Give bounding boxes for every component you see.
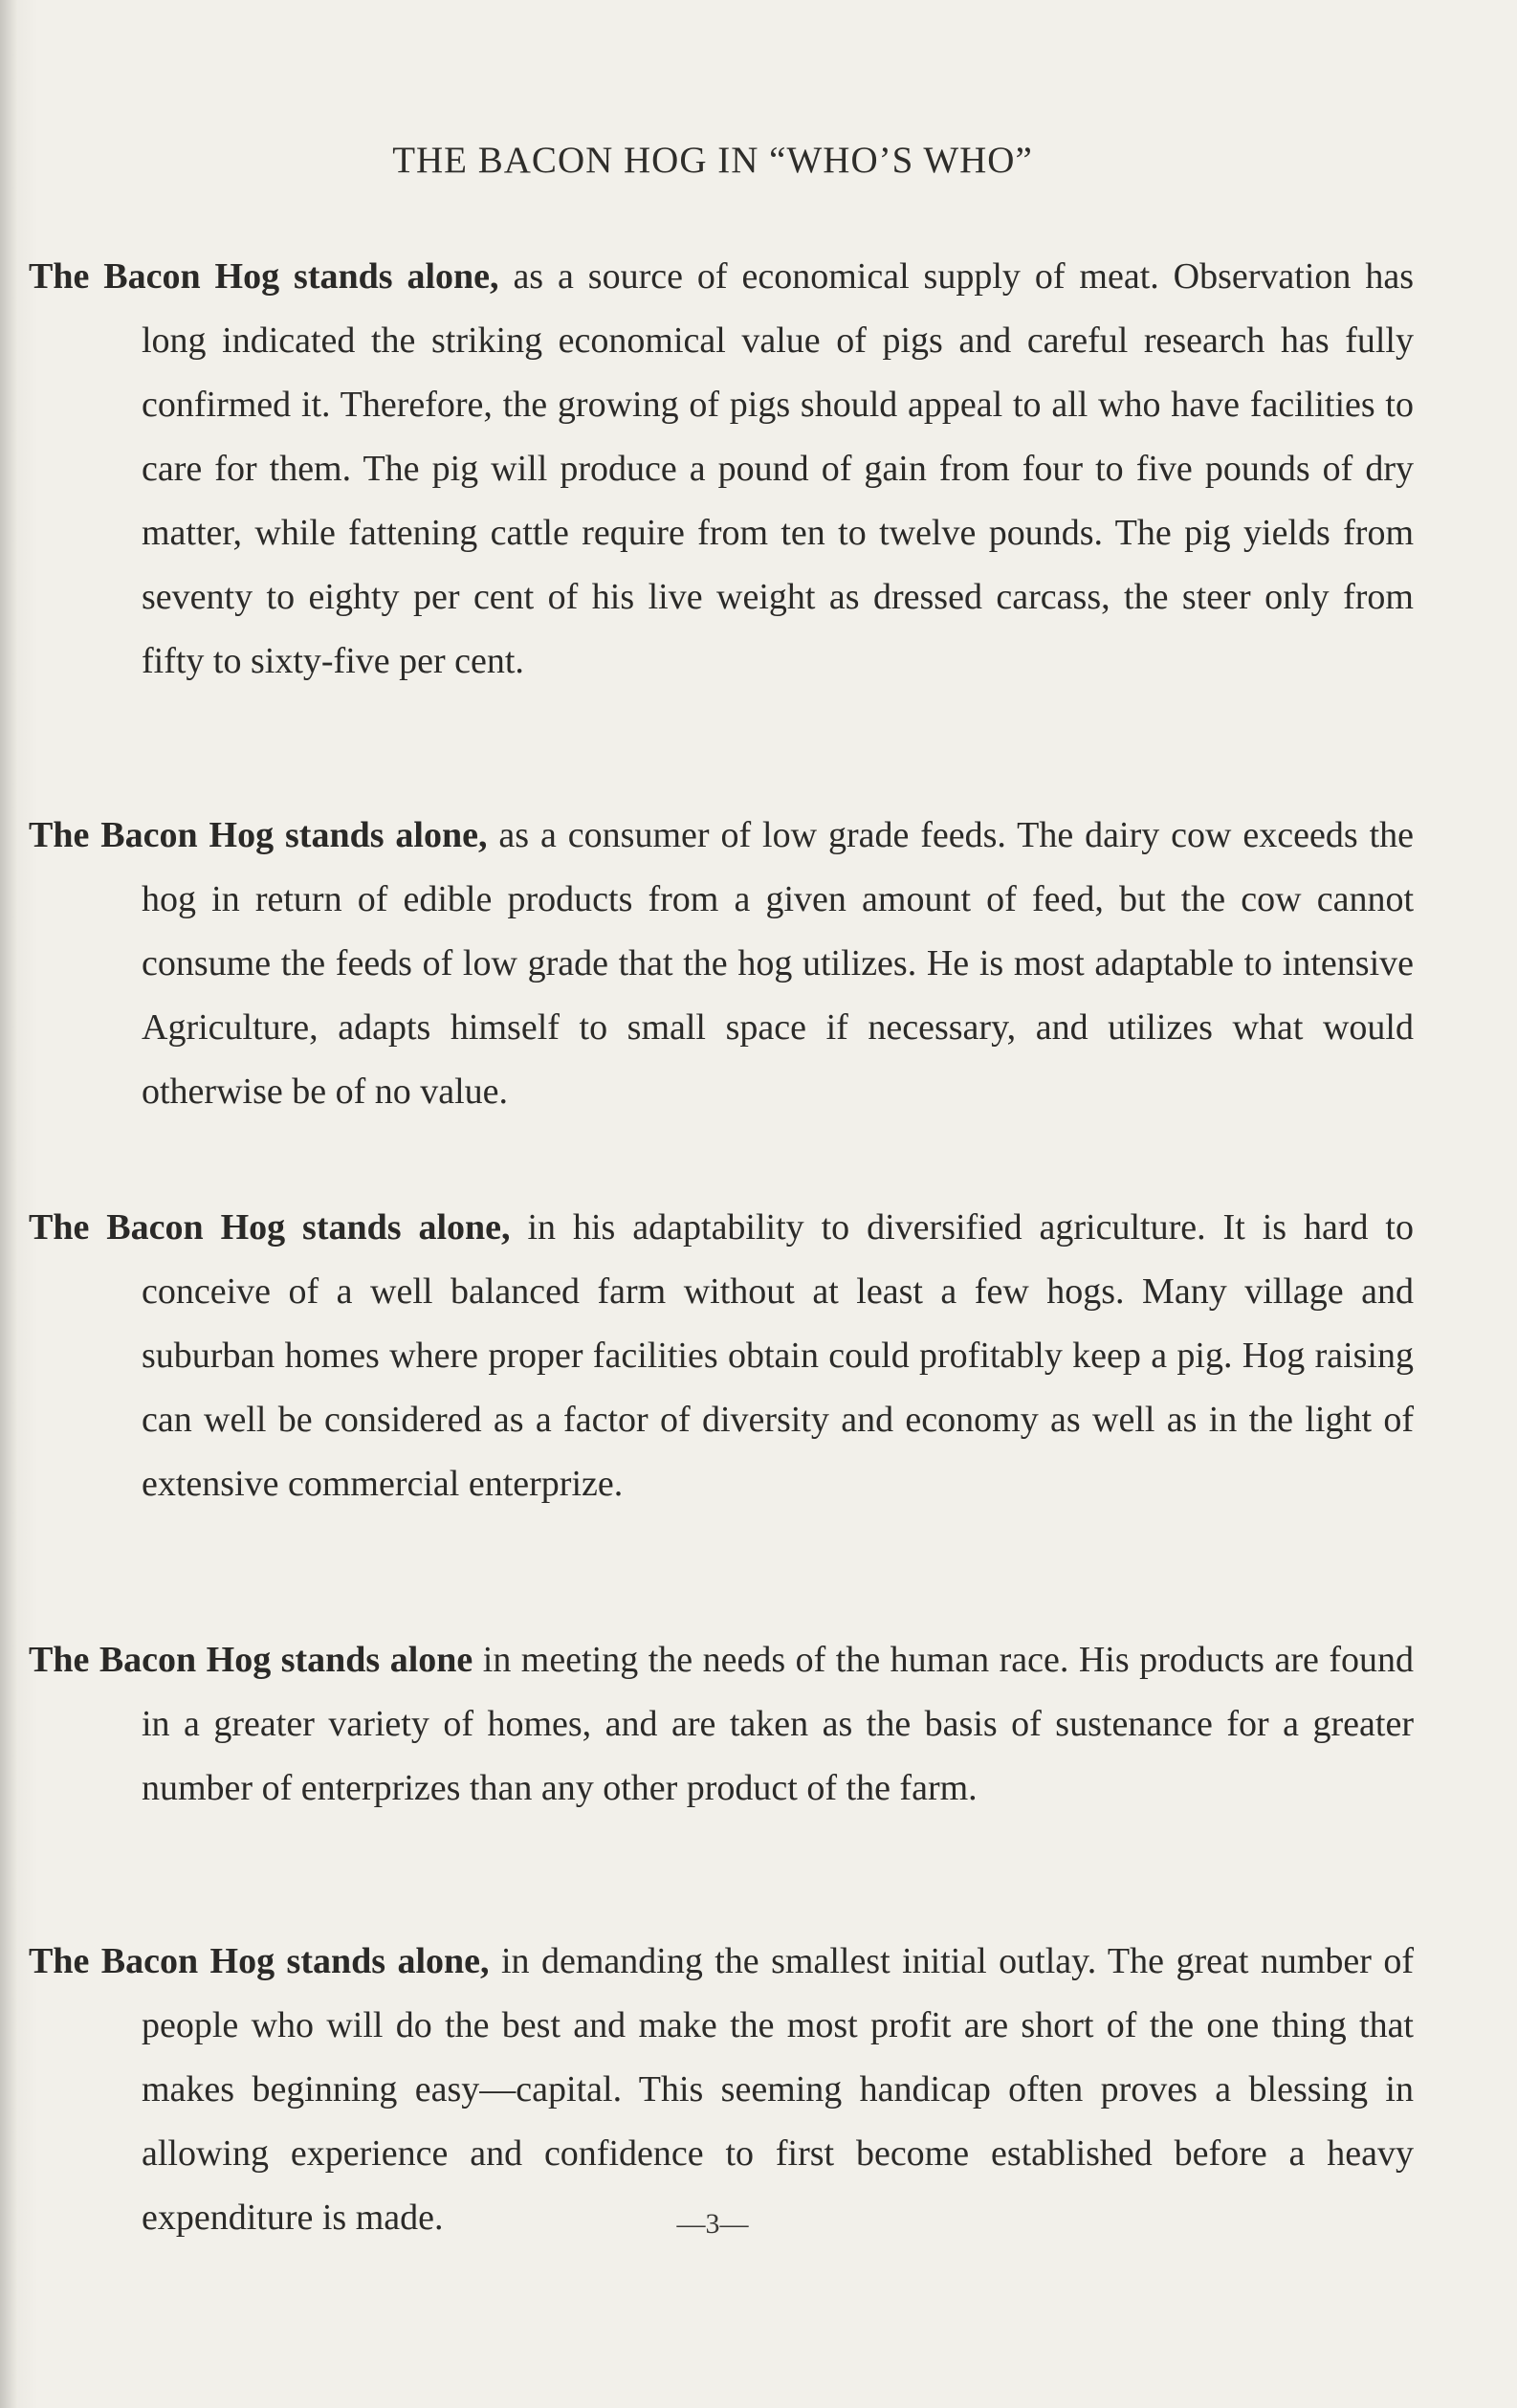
paragraph-lead: The Bacon Hog stands alone, bbox=[29, 256, 499, 297]
paragraph-meat-supply bbox=[29, 245, 1414, 694]
paragraph-body: as a consumer of low grade feeds. The dairy cow exceeds the hog in return of edible products from a given amount of feed, but the cow cannot consume the feeds of low grade that the hog utilizes. He is most adaptable to intensive Agriculture, adapts himself to small space if necessary, and utilizes what would otherwise be of no value. bbox=[142, 815, 1414, 1112]
page-title: THE BACON HOG IN “WHO’S WHO” bbox=[392, 140, 1033, 181]
page-number: —3— bbox=[676, 2208, 749, 2240]
paragraph-lead: The Bacon Hog stands alone bbox=[29, 1640, 473, 1680]
paragraph-human-race bbox=[29, 1628, 1414, 1821]
paragraph-body: in demanding the smallest initial outlay. The great number of people who will do the best and make the most profit are short of the one thing that makes beginning easy—capital. This seeming handicap often proves a blessing in allowing experience and confidence to first become established before a heavy expenditure is made. bbox=[142, 1941, 1414, 2238]
paragraph-initial-outlay bbox=[29, 1930, 1414, 2250]
paragraph-body: in meeting the needs of the human race. His products are found in a greater variety of homes, and are taken as the basis of sustenance for a greater number of enterprizes than any other product of the farm. bbox=[142, 1640, 1414, 1808]
paragraph-lead: The Bacon Hog stands alone, bbox=[29, 815, 488, 855]
paragraph-lead: The Bacon Hog stands alone, bbox=[29, 1207, 511, 1248]
paragraph-diversified-agriculture bbox=[29, 1196, 1414, 1516]
paragraph-body: as a source of economical supply of meat. Observation has long indicated the striking economical value of pigs and careful research has fully confirmed it. Therefore, the growing of pigs should appeal to all who have facilities to care for them. The pig will produce a pound of gain from four to five pounds of dry matter, while fattening cattle require from ten to twelve pounds. The pig yields from seventy to eighty per cent of his live weight as dressed carcass, the steer only from fifty to sixty-five per cent. bbox=[142, 256, 1414, 681]
paragraph-body: in his adaptability to diversified agriculture. It is hard to conceive of a well balanced farm without at least a few hogs. Many village and suburban homes where proper facilities obtain could profitably keep a pig. Hog raising can well be considered as a factor of diversity and economy as well as in the light of extensive commercial enterprize. bbox=[142, 1207, 1414, 1504]
paragraph-lead: The Bacon Hog stands alone, bbox=[29, 1941, 490, 1981]
paragraph-low-grade-feeds bbox=[29, 804, 1414, 1124]
